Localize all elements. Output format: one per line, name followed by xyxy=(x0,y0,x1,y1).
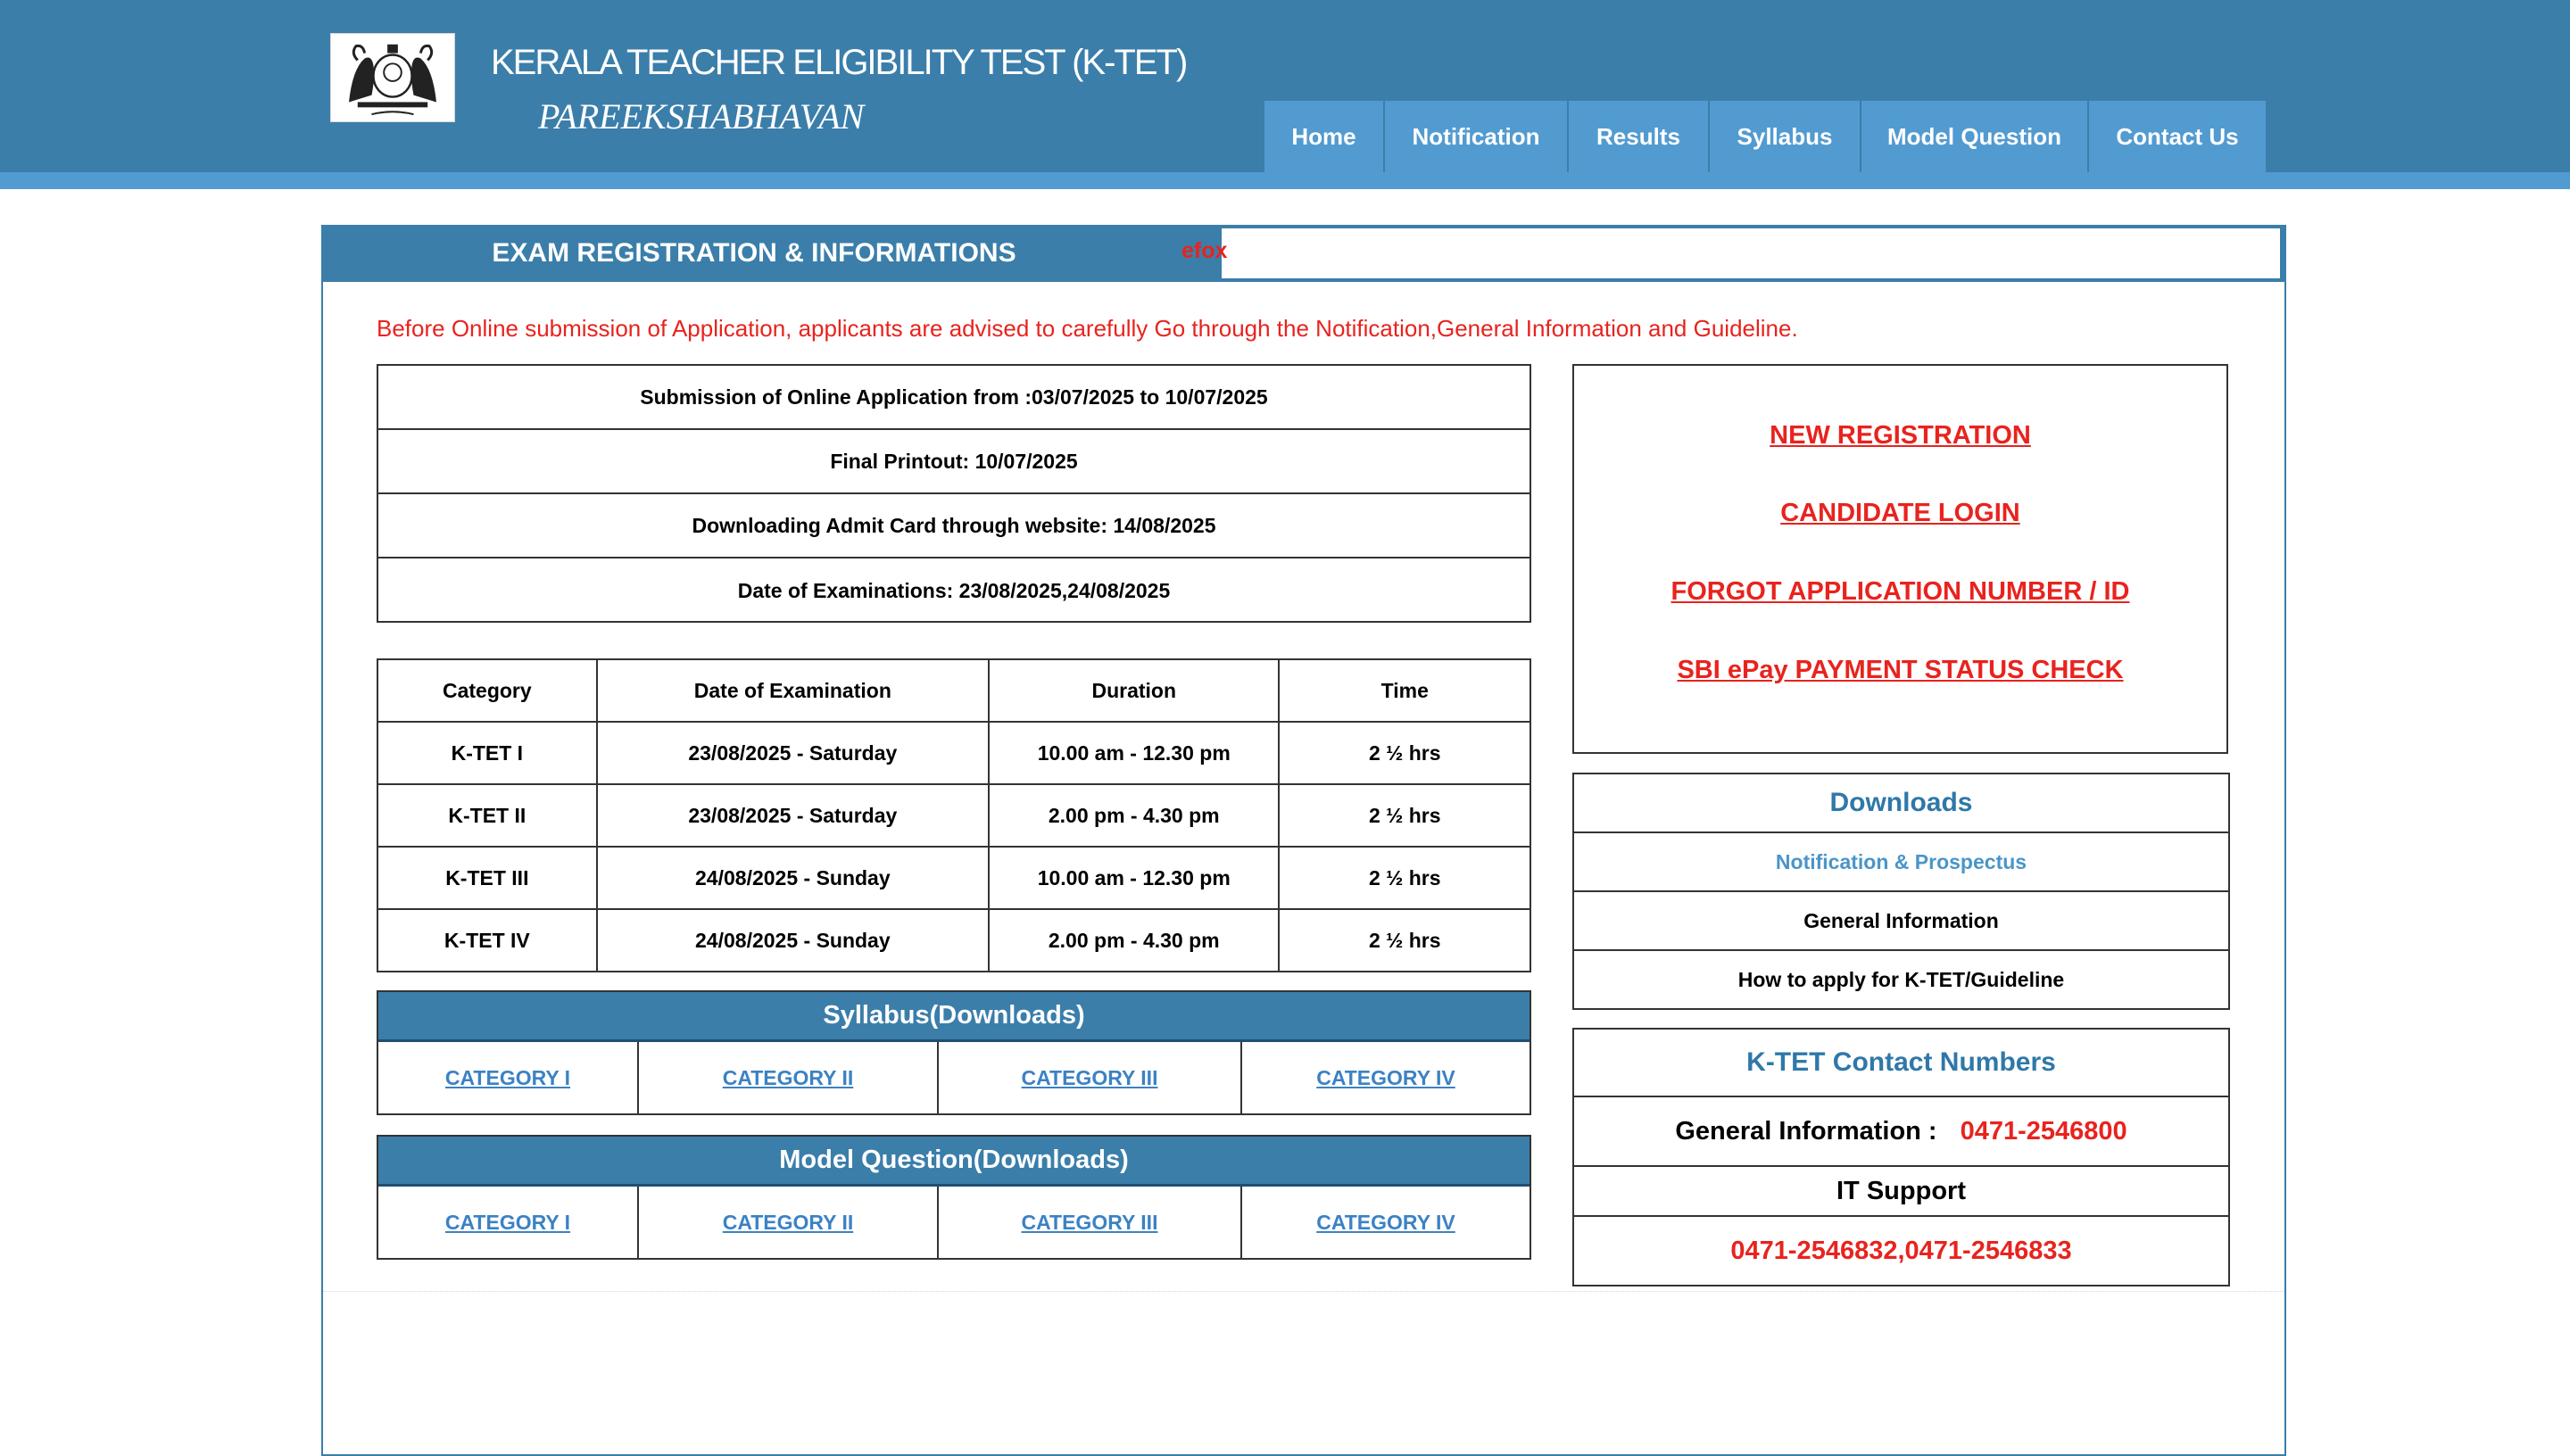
nav-contact-us[interactable]: Contact Us xyxy=(2089,101,2266,172)
column-header: Duration xyxy=(989,659,1279,722)
model-question-category-4-link[interactable]: CATEGORY IV xyxy=(1316,1210,1455,1234)
kerala-emblem-logo[interactable] xyxy=(330,33,455,122)
it-support-numbers: 0471-2546832,0471-2546833 xyxy=(1730,1236,2072,1265)
table-cell: 10.00 am - 12.30 pm xyxy=(989,722,1279,784)
sbi-epay-status-link[interactable]: SBI ePay PAYMENT STATUS CHECK xyxy=(1677,656,2124,684)
exam-schedule-table xyxy=(377,658,1531,972)
emblem-icon xyxy=(331,34,454,121)
table-row xyxy=(377,722,1530,784)
site-subtitle: PAREEKSHABHAVAN xyxy=(538,96,865,136)
nav-results[interactable]: Results xyxy=(1569,101,1710,172)
table-cell: K-TET III xyxy=(377,847,597,909)
table-cell: 24/08/2025 - Sunday xyxy=(597,909,989,972)
new-registration-link[interactable]: NEW REGISTRATION xyxy=(1770,421,2031,450)
column-header: Time xyxy=(1279,659,1530,722)
table-cell: 2 ½ hrs xyxy=(1279,847,1530,909)
content-divider xyxy=(323,1291,2284,1292)
syllabus-downloads xyxy=(377,990,1531,1115)
site-header xyxy=(0,0,2570,172)
general-information-link[interactable]: General Information xyxy=(1574,892,2228,951)
table-row xyxy=(377,909,1530,972)
model-question-category-2-link[interactable]: CATEGORY II xyxy=(639,1187,939,1258)
column-header: Date of Examination xyxy=(597,659,989,722)
important-dates-table xyxy=(377,364,1531,623)
date-row-printout: Final Printout: 10/07/2025 xyxy=(378,430,1530,494)
table-cell: 2.00 pm - 4.30 pm xyxy=(989,784,1279,847)
contact-numbers-box xyxy=(1572,1028,2230,1286)
syllabus-category-4-link[interactable]: CATEGORY IV xyxy=(1316,1065,1455,1089)
section-title-bar xyxy=(321,225,2286,282)
site-title: KERALA TEACHER ELIGIBILITY TEST (K-TET) xyxy=(491,43,1187,82)
table-cell: 2.00 pm - 4.30 pm xyxy=(989,909,1279,972)
header-strip xyxy=(0,172,2570,189)
contact-numbers-title: K-TET Contact Numbers xyxy=(1574,1030,2228,1097)
notification-prospectus-link[interactable]: Notification & Prospectus xyxy=(1574,833,2228,892)
model-question-category-row xyxy=(378,1187,1530,1258)
date-row-submission: Submission of Online Application from :03/07/2025 to 10/07/2025 xyxy=(378,366,1530,430)
table-cell: 23/08/2025 - Saturday xyxy=(597,722,989,784)
table-cell: 2 ½ hrs xyxy=(1279,784,1530,847)
syllabus-category-1-link[interactable]: CATEGORY I xyxy=(378,1042,639,1113)
model-question-downloads xyxy=(377,1135,1531,1260)
candidate-login-link[interactable]: CANDIDATE LOGIN xyxy=(1780,499,2020,527)
advisory-notice: Before Online submission of Application, applicants are advised to carefully Go through the Notification,General Information and Guideline. xyxy=(377,315,1798,342)
nav-home[interactable]: Home xyxy=(1264,101,1385,172)
general-info-contact-row xyxy=(1574,1097,2228,1167)
date-row-admit-card: Downloading Admit Card through website: 14/08/2025 xyxy=(378,494,1530,558)
table-cell: K-TET IV xyxy=(377,909,597,972)
model-question-category-1-link[interactable]: CATEGORY I xyxy=(378,1187,639,1258)
table-cell: 2 ½ hrs xyxy=(1279,909,1530,972)
it-support-label: IT Support xyxy=(1574,1167,2228,1217)
main-nav xyxy=(1264,101,2266,172)
forgot-application-number-link[interactable]: FORGOT APPLICATION NUMBER / ID xyxy=(1670,577,2130,606)
section-title: EXAM REGISTRATION & INFORMATIONS xyxy=(492,238,1016,268)
model-question-downloads-title: Model Question(Downloads) xyxy=(378,1137,1530,1187)
nav-syllabus[interactable]: Syllabus xyxy=(1710,101,1861,172)
table-row xyxy=(377,784,1530,847)
table-cell: 10.00 am - 12.30 pm xyxy=(989,847,1279,909)
how-to-apply-link[interactable]: How to apply for K-TET/Guideline xyxy=(1737,967,2065,991)
syllabus-category-2-link[interactable]: CATEGORY II xyxy=(639,1042,939,1113)
table-cell: 24/08/2025 - Sunday xyxy=(597,847,989,909)
nav-model-question[interactable]: Model Question xyxy=(1861,101,2089,172)
syllabus-category-row xyxy=(378,1042,1530,1113)
syllabus-category-3-link[interactable]: CATEGORY III xyxy=(939,1042,1242,1113)
table-cell: 2 ½ hrs xyxy=(1279,722,1530,784)
general-info-number: 0471-2546800 xyxy=(1960,1116,2127,1146)
general-info-label: General Information : xyxy=(1675,1116,1937,1146)
table-header-row xyxy=(377,659,1530,722)
downloads-title: Downloads xyxy=(1574,774,2228,833)
syllabus-downloads-title: Syllabus(Downloads) xyxy=(378,992,1530,1042)
registration-box xyxy=(1572,364,2228,754)
table-cell: K-TET II xyxy=(377,784,597,847)
model-question-category-3-link[interactable]: CATEGORY III xyxy=(939,1187,1242,1258)
table-cell: 23/08/2025 - Saturday xyxy=(597,784,989,847)
table-cell: K-TET I xyxy=(377,722,597,784)
date-row-exam-dates: Date of Examinations: 23/08/2025,24/08/2025 xyxy=(737,578,1171,602)
column-header: Category xyxy=(377,659,597,722)
marquee-text[interactable]: efox xyxy=(1181,238,1228,263)
nav-notification[interactable]: Notification xyxy=(1385,101,1569,172)
downloads-box xyxy=(1572,773,2230,1010)
news-marquee xyxy=(1181,228,2280,278)
table-row xyxy=(377,847,1530,909)
